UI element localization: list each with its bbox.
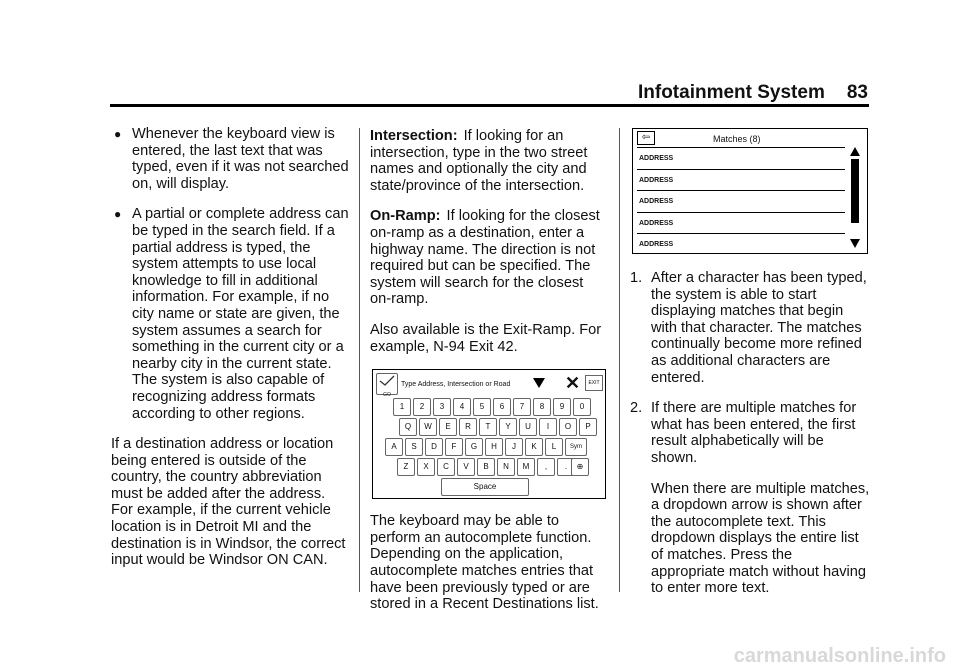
keyboard-key: 1 xyxy=(393,398,411,416)
numbered-item: 2. If there are multiple matches for what has been entered, the first result alphabetically will be shown. xyxy=(630,400,857,466)
keyboard-key: W xyxy=(419,418,437,436)
keyboard-key: 9 xyxy=(553,398,571,416)
keyboard-key: 0 xyxy=(573,398,591,416)
page-number: 83 xyxy=(846,82,868,103)
match-row: ADDRESS xyxy=(637,190,845,212)
term-intersection: Intersection: xyxy=(370,128,458,144)
keyboard-key: M xyxy=(517,458,535,476)
keyboard-figure xyxy=(372,369,606,499)
keyboard-key: B xyxy=(477,458,495,476)
keyboard-key: 3 xyxy=(433,398,451,416)
keyboard-key: N xyxy=(497,458,515,476)
keyboard-key: I xyxy=(539,418,557,436)
term-on-ramp: On-Ramp: xyxy=(370,208,441,225)
keyboard-key: J xyxy=(505,438,523,456)
keyboard-key: , xyxy=(537,458,555,476)
numbered-item: 1. After a character has been typed, the system is able to start displaying matches that begin with that character. The matches continually become more refined as additional characters are entered. xyxy=(630,270,867,386)
keyboard-key: V xyxy=(457,458,475,476)
keyboard-key: Y xyxy=(499,418,517,436)
keyboard-key: 6 xyxy=(493,398,511,416)
paragraph: The keyboard may be able to perform an autocomplete function. Depending on the application, autocomplete matches entries that have been previously typed or are stored in a Recent Destinations list. xyxy=(370,513,599,613)
keyboard-key: 8 xyxy=(533,398,551,416)
column-3 xyxy=(630,128,870,611)
keyboard-key: R xyxy=(459,418,477,436)
keyboard-key: 4 xyxy=(453,398,471,416)
keyboard-key: 5 xyxy=(473,398,491,416)
exit-button: EXIT xyxy=(585,375,603,391)
space-key: Space xyxy=(441,478,529,496)
column-divider xyxy=(619,128,620,592)
header-rule xyxy=(110,104,869,107)
keyboard-key: . xyxy=(557,458,575,476)
match-row: ADDRESS xyxy=(637,147,845,169)
keyboard-key: S xyxy=(405,438,423,456)
bullet-icon: ● xyxy=(114,127,122,141)
section-title: Infotainment System xyxy=(637,82,825,103)
keyboard-key: L xyxy=(545,438,563,456)
bullet-icon: ● xyxy=(114,207,122,222)
match-row: ADDRESS xyxy=(637,212,845,234)
keyboard-key: T xyxy=(479,418,497,436)
column-divider xyxy=(359,128,360,592)
match-row: ADDRESS xyxy=(637,169,845,191)
bullet-item: ● Whenever the keyboard view is entered, the last text that was typed, even if it was not searched on, will display. xyxy=(114,126,349,192)
go-button: GO xyxy=(376,373,398,395)
match-row: ADDRESS xyxy=(637,233,845,255)
back-arrow-icon: ⇦ xyxy=(637,131,655,145)
scrollbar-thumb xyxy=(851,159,859,223)
paragraph: On-Ramp: If looking for the closest on-ramp as a destination, enter a highway name. The direction is not required but can be specified. The system will search for the closest on-ramp. xyxy=(370,208,600,308)
scroll-down-icon xyxy=(850,239,860,248)
keyboard-key: 2 xyxy=(413,398,431,416)
keyboard-key: D xyxy=(425,438,443,456)
keyboard-key: U xyxy=(519,418,537,436)
bullet-item: ● A partial or complete address can be typed in the search field. If a partial address is typed, the system attempts to use local knowledge to fill in additional information. For example, if no city name or state are given, the system assumes a search for something in the current city or a nearby city in the current state. The system is also capable of recognizing address formats according to other regions. xyxy=(114,206,349,422)
keyboard-key: Q xyxy=(399,418,417,436)
address-field: Type Address, Intersection or Road xyxy=(401,381,511,389)
page-header xyxy=(638,82,868,104)
checkmark-icon xyxy=(377,374,397,388)
keyboard-key: Sym xyxy=(565,438,587,456)
matches-figure xyxy=(632,128,868,254)
column-2 xyxy=(370,128,608,627)
matches-title: Matches (8) xyxy=(713,134,761,144)
paragraph: Intersection: If looking for an intersection, type in the two street names and optionally the city and state/province of the intersection. xyxy=(370,128,588,194)
keyboard-key: H xyxy=(485,438,503,456)
keyboard-key: F xyxy=(445,438,463,456)
column-1 xyxy=(111,126,351,583)
keyboard-key: X xyxy=(417,458,435,476)
paragraph: Also available is the Exit-Ramp. For example, N-94 Exit 42. xyxy=(370,321,602,355)
keyboard-key: A xyxy=(385,438,403,456)
watermark: carmanualsonline.info xyxy=(733,645,946,667)
paragraph: If a destination address or location being entered is outside of the country, the country abbreviation must be added after the address. For example, if the current vehicle location is in Detroit MI and the destination is in Windsor, the correct input would be Windsor ON CAN. xyxy=(111,436,346,569)
paragraph: When there are multiple matches, a dropdown arrow is shown after the autocomplete text. This dropdown displays the entire list of matches. Press the appropriate match without having to enter more text. xyxy=(651,480,870,597)
keyboard-key: O xyxy=(559,418,577,436)
keyboard-key: C xyxy=(437,458,455,476)
keyboard-key: 7 xyxy=(513,398,531,416)
keyboard-key: E xyxy=(439,418,457,436)
scroll-up-icon xyxy=(850,147,860,156)
keyboard-key: P xyxy=(579,418,597,436)
keyboard-key: G xyxy=(465,438,483,456)
dropdown-icon xyxy=(533,378,545,388)
clear-icon: ✕ xyxy=(565,373,581,394)
keyboard-key: K xyxy=(525,438,543,456)
globe-key: ⊕ xyxy=(571,458,589,476)
keyboard-key: Z xyxy=(397,458,415,476)
